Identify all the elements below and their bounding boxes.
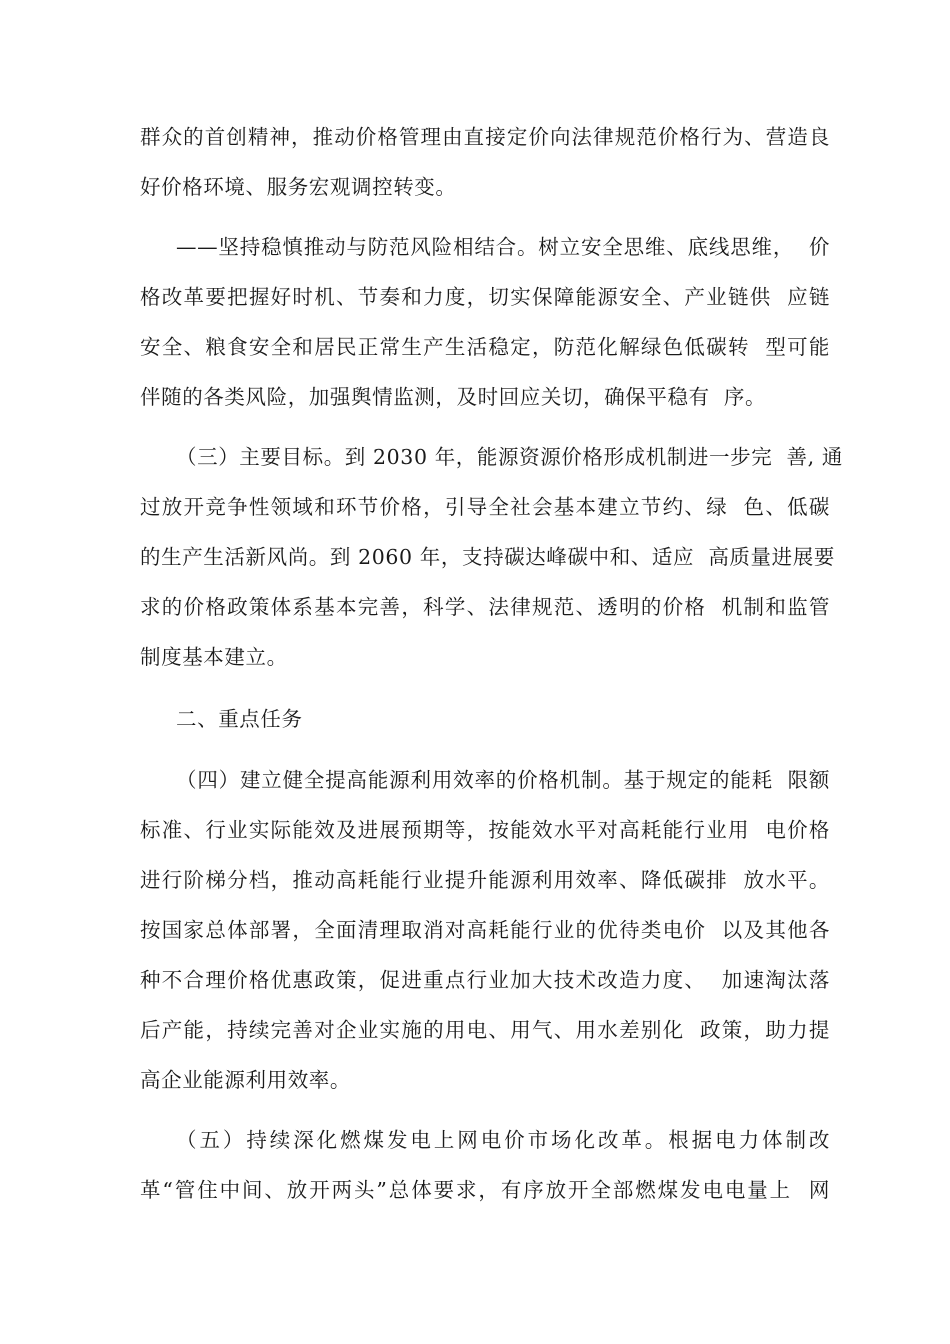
text-line: （四）建立健全提高能源利用效率的价格机制。基于规定的能耗 限额	[176, 768, 830, 792]
text-line: ——坚持稳慎推动与防范风险相结合。树立安全思维、底线思维， 价	[176, 235, 830, 259]
text-line: （三）主要目标。到 2030 年，能源资源价格形成机制进一步完 善, 通	[176, 445, 843, 469]
text-line: 好价格环境、服务宏观调控转变。	[140, 175, 457, 199]
text-line: 按国家总体部署，全面清理取消对高耗能行业的优待类电价 以及其他各	[140, 918, 830, 942]
text-line: 革“管住中间、放开两头”总体要求，有序放开全部燃煤发电电量上 网	[140, 1178, 830, 1202]
text-line: （五）持续深化燃煤发电上网电价市场化改革。根据电力体制改	[176, 1128, 830, 1152]
text-line: 制度基本建立。	[140, 645, 288, 669]
text-line: 标准、行业实际能效及进展预期等，按能效水平对高耗能行业用 电价格	[140, 818, 830, 842]
text-line: 后产能，持续完善对企业实施的用电、用气、用水差别化 政策，助力提	[140, 1018, 830, 1042]
text-line: 过放开竞争性领域和环节价格，引导全社会基本建立节约、绿 色、低碳	[140, 495, 830, 519]
text-line: 高企业能源利用效率。	[140, 1068, 351, 1092]
text-line: 格改革要把握好时机、节奏和力度，切实保障能源安全、产业链供 应链	[140, 285, 830, 309]
text-line: 种不合理价格优惠政策，促进重点行业加大技术改造力度、 加速淘汰落	[140, 968, 830, 992]
text-line: 的生产生活新风尚。到 2060 年，支持碳达峰碳中和、适应 高质量进展要	[140, 545, 835, 569]
text-line: 群众的首创精神，推动价格管理由直接定价向法律规范价格行为、营造良	[140, 125, 830, 149]
text-line: 求的价格政策体系基本完善，科学、法律规范、透明的价格 机制和监管	[140, 595, 830, 619]
text-line: 安全、粮食安全和居民正常生产生活稳定，防范化解绿色低碳转 型可能	[140, 335, 830, 359]
section-heading-text: 二、重点任务	[176, 707, 303, 731]
text-line: 进行阶梯分档，推动高耗能行业提升能源利用效率、降低碳排 放水平。	[140, 868, 830, 892]
text-line: 伴随的各类风险，加强舆情监测，及时回应关切，确保平稳有 序。	[140, 385, 767, 409]
